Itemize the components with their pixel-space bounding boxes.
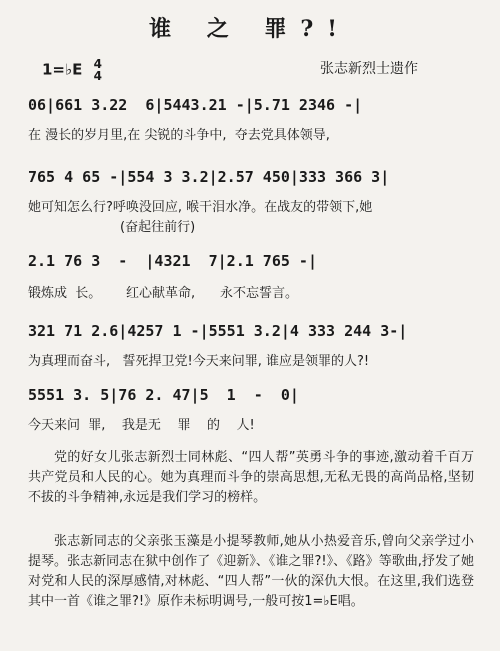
score-lyrics-line-4: 为真理而奋斗, 誓死捍卫党!今天来问罪, 谁应是领罪的人?! <box>28 354 370 369</box>
time-numerator: 4 <box>93 57 102 71</box>
time-signature <box>94 58 102 82</box>
score-lyrics-line-3: 锻炼成 长。 红心献革命, 永不忘誓言。 <box>28 286 298 301</box>
score-notes-line-3: 2.1 76 3 - |4321 7|2.1 765 -| <box>28 252 317 270</box>
score-lyrics-line-2: 她可知怎么行?呼唤没回应, 喉干泪水净。在战友的带领下,她 <box>28 200 373 215</box>
score-notes-line-4: 321 71 2.6|4257 1 -|5551 3.2|4 333 244 3-| <box>28 322 408 340</box>
song-title: 谁 之 罪?! <box>149 16 351 42</box>
score-subnote: (奋起往前行) <box>120 220 196 235</box>
key-label: 1=♭E <box>42 60 83 79</box>
key-signature <box>42 58 102 82</box>
author-credit: 张志新烈士遗作 <box>320 61 418 77</box>
description-paragraph-1: 党的好女儿张志新烈士同林彪、“四人帮”英勇斗争的事迹,激动着千百万共产党员和人民的心。她为真理而斗争的崇高思想,无私无畏的高尚品格,坚韧不拔的斗争精神,永远是我们学习的榜样。 <box>28 450 474 505</box>
time-denominator: 4 <box>93 69 102 83</box>
score-notes-line-2: 765 4 65 -|554 3 3.2|2.57 450|333 366 3| <box>28 168 390 186</box>
score-notes-line-1: 06|661 3.22 6|5443.21 -|5.71 2346 -| <box>28 96 363 114</box>
score-lyrics-line-5: 今天来问 罪, 我是无 罪 的 人! <box>28 418 255 433</box>
description-paragraph-2: 张志新同志的父亲张玉藻是小提琴教师,她从小热爱音乐,曾向父亲学过小提琴。张志新同志在狱中创作了《迎新》、《谁之罪?!》、《路》等歌曲,抒发了她对党和人民的深厚感情,对林彪、“四人帮”一伙的深仇大恨。在这里,我们选登其中一首《谁之罪?!》原作未标明调号,一般可按1=♭E唱。 <box>28 534 474 609</box>
score-notes-line-5: 5551 3. 5|76 2. 47|5 1 - 0| <box>28 386 299 404</box>
score-lyrics-line-1: 在 漫长的岁月里,在 尖锐的斗争中, 夺去党具体领导, <box>28 128 330 143</box>
